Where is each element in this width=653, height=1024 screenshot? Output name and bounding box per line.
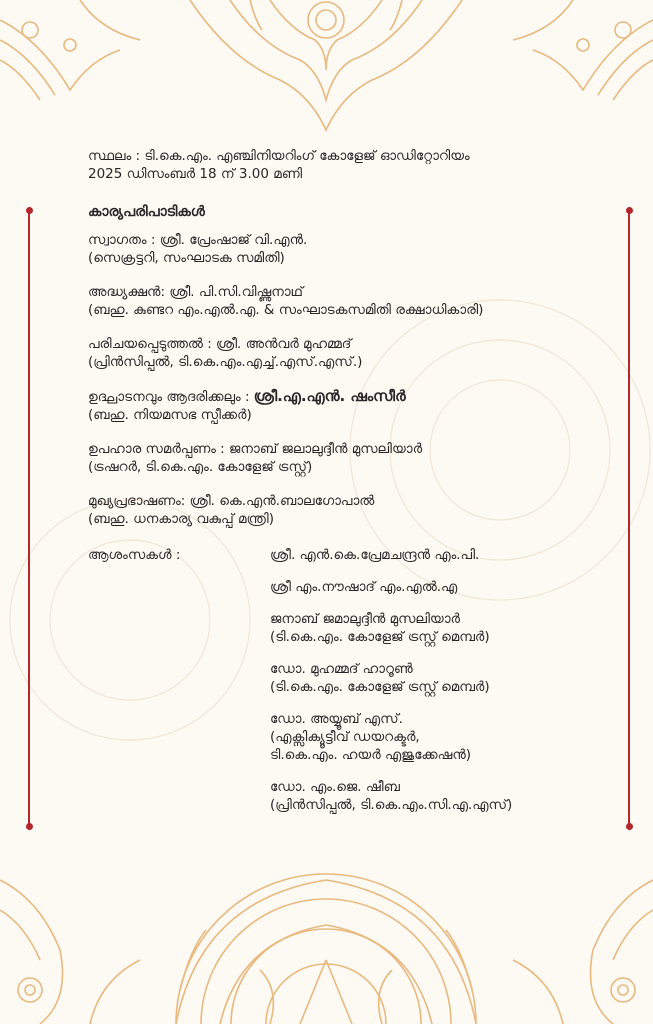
wish-line: (ടി.കെ.എം. കോളേജ് ട്രസ്റ്റ് മെമ്പർ) — [270, 629, 490, 645]
item-detail: (ട്രഷറർ, ടി.കെ.എം. കോളേജ് ട്രസ്റ്റ്) — [88, 459, 313, 475]
venue-block — [88, 147, 608, 183]
bottom-left-ornament — [0, 880, 140, 1024]
wish-line: ടി.കെ.എം. ഹയർ എജുക്കേഷൻ) — [270, 747, 472, 763]
wish-line: ജനാബ് ജമാലുദ്ദീൻ മുസലിയാർ — [270, 611, 460, 627]
item-name: ശ്രീ.എ.എൻ. ഷംസീർ — [253, 387, 406, 405]
left-border-line — [28, 212, 30, 826]
right-border-line — [628, 212, 630, 826]
item-role: സ്വാഗതം : — [88, 232, 160, 248]
item-role: അദ്ധ്യക്ഷൻ: — [88, 284, 170, 300]
wish-person — [270, 710, 608, 764]
wish-line: (എക്സിക്യൂട്ടീവ് ഡയറക്ടർ, — [270, 729, 420, 745]
item-name: ശ്രീ. അൻവർ മുഹമ്മദ് — [216, 336, 352, 352]
item-detail: (ബഹു. കുണ്ടറ എം.എൽ.എ. & സംഘാടകസമിതി രക്ഷാധികാരി) — [88, 302, 484, 318]
wish-person — [270, 610, 608, 646]
item-role: മുഖ്യപ്രഭാഷണം: — [88, 493, 190, 509]
left-top-dot — [26, 207, 33, 214]
item-detail: (ബഹു. നിയമസഭ സ്പീക്കർ) — [88, 407, 252, 423]
wishes-label: ആശംസകൾ : — [88, 547, 181, 563]
top-left-ornament — [0, 0, 140, 100]
wish-person — [270, 660, 608, 696]
wish-person — [270, 578, 608, 596]
program-item-introduction — [88, 335, 608, 371]
venue-place: സ്ഥലം : ടി.കെ.എം. എഞ്ചിനിയറിംഗ് കോളേജ് ഓഡിറ്റോറിയം — [88, 148, 470, 164]
program-item-gift — [88, 440, 608, 476]
program-content — [88, 147, 608, 828]
item-detail: (ബഹു. ധനകാര്യ വകുപ്പ് മന്ത്രി) — [88, 511, 274, 527]
item-role: ഉദ്ഘാടനവും ആദരിക്കലും : — [88, 389, 254, 405]
program-item-presidency — [88, 283, 608, 319]
item-name: ശ്രീ. പ്രേംഷാജ് വി.എൻ. — [159, 232, 308, 248]
wish-line: ശ്രീ. എൻ.കെ.പ്രേമചന്ദ്രൻ എം.പി. — [270, 547, 480, 563]
wishes-list — [270, 546, 608, 814]
program-item-welcome — [88, 231, 608, 267]
wish-line: (പ്രിൻസിപ്പൽ, ടി.കെ.എം.സി.എ.എസ്) — [270, 797, 513, 813]
left-bottom-dot — [26, 823, 33, 830]
program-item-keynote — [88, 492, 608, 528]
program-item-inauguration — [88, 387, 608, 424]
wish-person — [270, 546, 608, 564]
item-name: ശ്രീ. പി.സി.വിഷ്ണുനാഥ് — [169, 284, 303, 300]
wish-line: ഡോ. അയ്യൂബ് എസ്. — [270, 711, 403, 727]
item-detail: (സെക്രട്ടറി, സംഘാടക സമിതി) — [88, 250, 285, 266]
right-bottom-dot — [626, 823, 633, 830]
wish-line: ഡോ. എം.ജെ. ഷീബ — [270, 779, 400, 795]
item-role: പരിചയപ്പെടുത്തൽ : — [88, 336, 217, 352]
venue-date-time: 2025 ഡിസംബർ 18 ന് 3.00 മണി — [88, 166, 303, 182]
wish-person — [270, 778, 608, 814]
wishes-section — [88, 546, 608, 814]
right-top-dot — [626, 207, 633, 214]
bottom-mandala — [176, 874, 476, 1024]
wish-line: (ടി.കെ.എം. കോളേജ് ട്രസ്റ്റ് മെമ്പർ) — [270, 679, 490, 695]
top-right-ornament — [513, 0, 653, 100]
program-heading: കാര്യപരിപാടികൾ — [88, 204, 205, 220]
top-mandala — [190, 0, 462, 130]
bottom-right-ornament — [513, 880, 653, 1024]
item-role: ഉപഹാര സമർപ്പണം : — [88, 441, 230, 457]
wish-line: ശ്രീ എം.നൗഷാദ് എം.എൽ.എ — [270, 579, 458, 595]
item-detail: (പ്രിൻസിപ്പൽ, ടി.കെ.എം.എച്ച്.എസ്.എസ്.) — [88, 354, 363, 370]
wish-line: ഡോ. മുഹമ്മദ് ഹാറൂൺ — [270, 661, 413, 677]
item-name: ജനാബ് ജലാലുദ്ദീൻ മുസലിയാർ — [229, 441, 423, 457]
item-name: ശ്രീ. കെ.എൻ.ബാലഗോപാൽ — [189, 493, 375, 509]
